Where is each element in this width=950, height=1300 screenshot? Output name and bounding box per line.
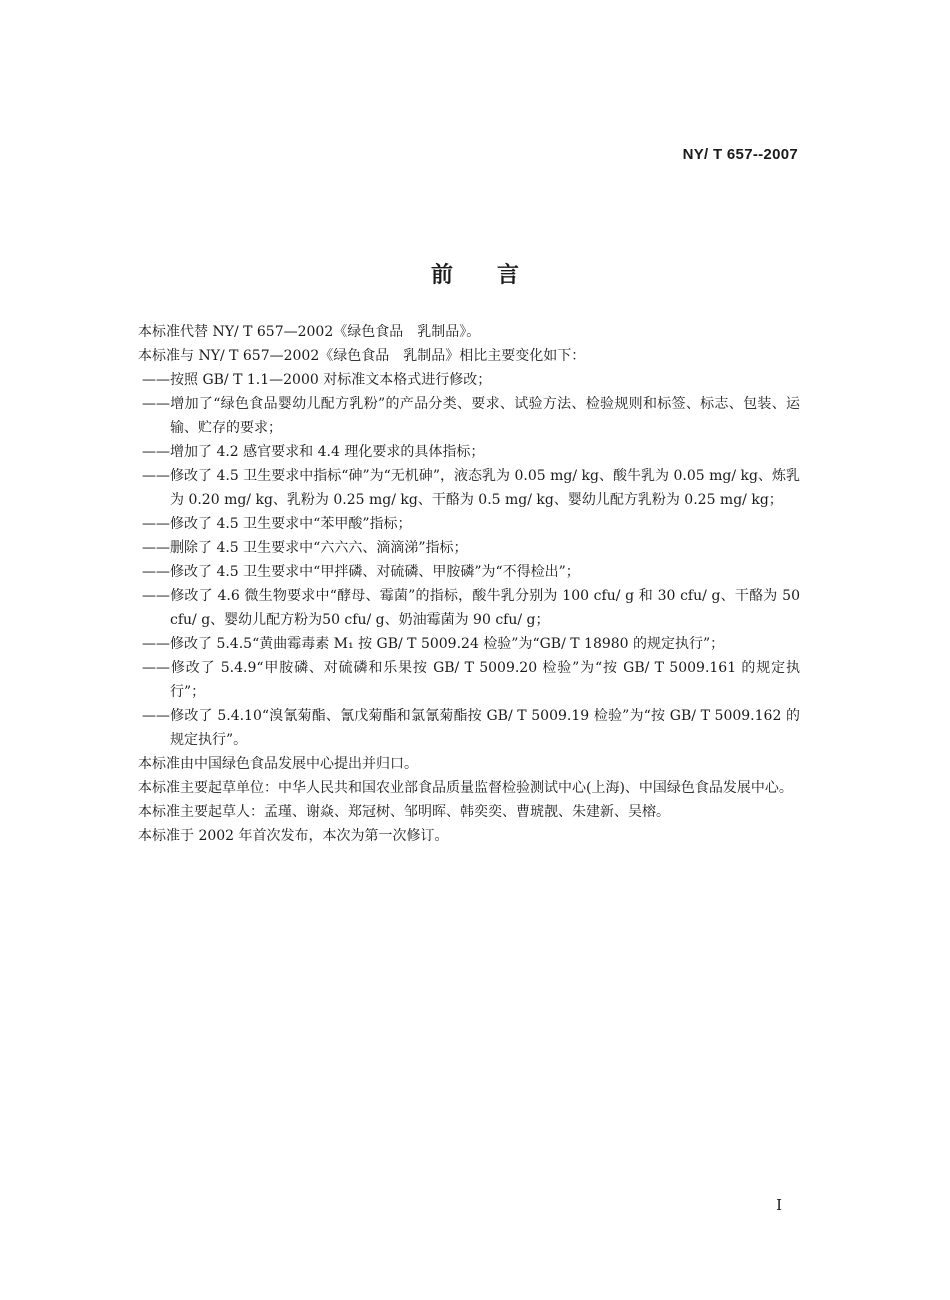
paragraph: 本标准主要起草人：孟瑾、谢焱、郑冠树、邹明晖、韩奕奕、曹琥靓、朱建新、吴榕。 xyxy=(138,804,670,820)
paragraph: 本标准与 NY/ T 657—2002《绿色食品 乳制品》相比主要变化如下： xyxy=(138,348,586,364)
change-item: ——增加了 4.2 感官要求和 4.4 理化要求的具体指标； xyxy=(142,444,485,460)
paragraph: 本标准代替 NY/ T 657—2002《绿色食品 乳制品》。 xyxy=(138,324,481,340)
change-item: ——修改了 5.4.5“黄曲霉毒素 M₁ 按 GB/ T 5009.24 检验”为“GB/ T 18980 的规定执行”； xyxy=(142,636,725,652)
paragraph: 本标准由中国绿色食品发展中心提出并归口。 xyxy=(138,756,418,772)
change-item: ——修改了 5.4.10“溴氰菊酯、氰戊菊酯和氯氰菊酯按 GB/ T 5009.19 检验”为“按 GB/ T 5009.162 的规定执行”。 xyxy=(142,708,800,748)
change-item: ——修改了 5.4.9“甲胺磷、对硫磷和乐果按 GB/ T 5009.20 检验”为“按 GB/ T 5009.161 的规定执行”； xyxy=(142,660,800,700)
change-item: ——增加了“绿色食品婴幼儿配方乳粉”的产品分类、要求、试验方法、检验规则和标签、标志、包装、运输、贮存的要求； xyxy=(142,396,800,436)
page-number: I xyxy=(776,1196,782,1214)
paragraph: 本标准主要起草单位：中华人民共和国农业部食品质量监督检验测试中心(上海)、中国绿色食品发展中心。 xyxy=(138,780,793,796)
change-item: ——修改了 4.5 卫生要求中“甲拌磷、对硫磷、甲胺磷”为“不得检出”； xyxy=(142,564,580,580)
change-item: ——修改了 4.5 卫生要求中指标“砷”为“无机砷”，液态乳为 0.05 mg/ kg、酸牛乳为 0.05 mg/ kg、炼乳为 0.20 mg/ kg、乳粉为 0.25 mg/ kg、干酪为 0.5 mg/ kg、婴幼儿配方乳粉为 0.25 mg/ kg； xyxy=(142,468,800,508)
change-item: ——修改了 4.6 微生物要求中“酵母、霉菌”的指标，酸牛乳分别为 100 cfu/ g 和 30 cfu/ g、干酪为 50 cfu/ g、婴幼儿配方粉为50 cfu/ g、奶油霉菌为 90 cfu/ g； xyxy=(142,588,800,628)
page-title: 前言 xyxy=(430,263,563,288)
paragraph: 本标准于 2002 年首次发布，本次为第一次修订。 xyxy=(138,828,449,844)
document-code: NY/ T 657--2007 xyxy=(682,146,798,163)
change-item: ——按照 GB/ T 1.1—2000 对标准文本格式进行修改； xyxy=(142,372,492,388)
document-body xyxy=(110,320,800,848)
change-item: ——删除了 4.5 卫生要求中“六六六、滴滴涕”指标； xyxy=(142,540,468,556)
change-item: ——修改了 4.5 卫生要求中“苯甲酸”指标； xyxy=(142,516,412,532)
